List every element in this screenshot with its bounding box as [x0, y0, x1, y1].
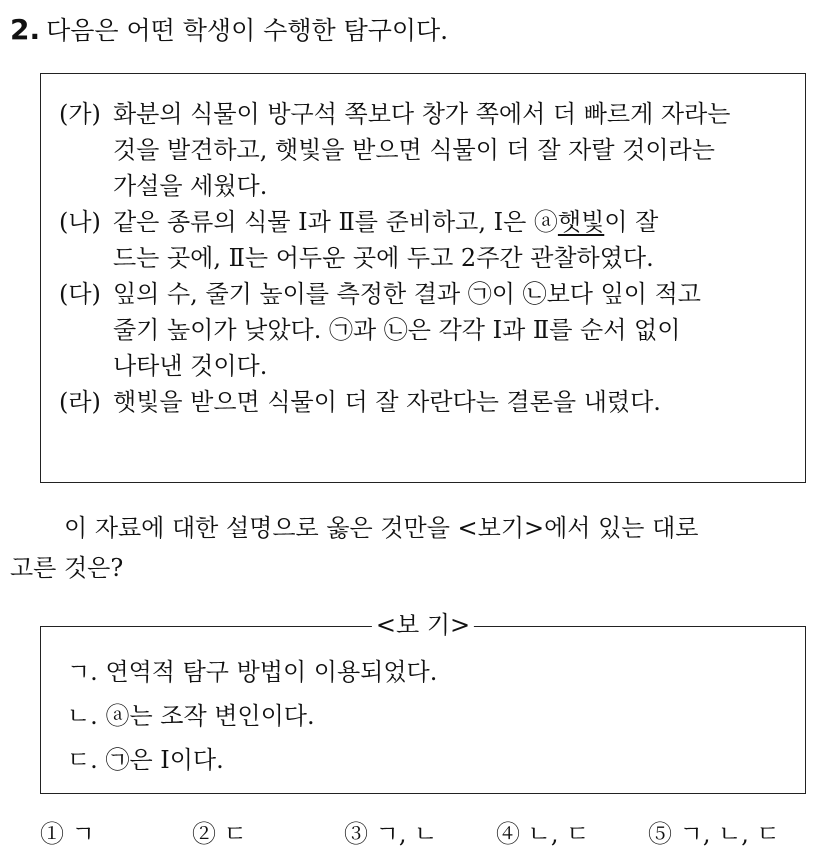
answer-choices: [0, 814, 828, 854]
step-line: 나타낸 것이다.: [113, 352, 268, 380]
choice-1[interactable]: ① ㄱ: [40, 820, 95, 848]
step-line: 줄기 높이가 낮았다. ㉠과 ㉡은 각각 Ⅰ과 Ⅱ를 순서 없이: [113, 316, 681, 344]
prompt-line: 이 자료에 대한 설명으로 옳은 것만을 <보기>에서 있는 대로: [64, 514, 699, 542]
bogi-item-giyeok: ㄱ. 연역적 탐구 방법이 이용되었다.: [67, 658, 438, 686]
bogi-box: [40, 611, 806, 794]
choice-2[interactable]: ② ㄷ: [192, 820, 247, 848]
inquiry-step-da: [59, 276, 701, 384]
inquiry-step-na: [59, 204, 658, 276]
choice-4[interactable]: ④ ㄴ, ㄷ: [496, 820, 590, 848]
step-line: 이 잘: [604, 208, 659, 236]
underlined-term-sunlight: 햇빛: [557, 208, 605, 236]
inquiry-box: [40, 73, 806, 483]
step-label: (라): [59, 388, 101, 416]
step-line: 같은 종류의 식물 Ⅰ과 Ⅱ를 준비하고, Ⅰ은 ⓐ: [113, 208, 558, 236]
inquiry-step-ga: [59, 96, 730, 204]
question-number: 2.: [10, 13, 41, 46]
step-label: (다): [59, 280, 101, 308]
step-line: 드는 곳에, Ⅱ는 어두운 곳에 두고 2주간 관찰하였다.: [113, 244, 654, 272]
step-label: (나): [59, 208, 101, 236]
step-line: 햇빛을 받으면 식물이 더 잘 자란다는 결론을 내렸다.: [113, 388, 661, 416]
question-header: [10, 14, 448, 47]
step-line: 가설을 세웠다.: [113, 172, 268, 200]
step-label: (가): [59, 100, 101, 128]
step-line: 잎의 수, 줄기 높이를 측정한 결과 ㉠이 ㉡보다 잎이 적고: [113, 280, 701, 308]
inquiry-step-ra: [59, 384, 661, 420]
question-text: 다음은 어떤 학생이 수행한 탐구이다.: [46, 16, 449, 45]
bogi-item-nieun: ㄴ. ⓐ는 조작 변인이다.: [67, 702, 315, 730]
choice-5[interactable]: ⑤ ㄱ, ㄴ, ㄷ: [648, 820, 780, 848]
step-line: 것을 발견하고, 햇빛을 받으면 식물이 더 잘 자랄 것이라는: [113, 136, 715, 164]
bogi-title: <보 기>: [372, 607, 474, 643]
question-prompt: [10, 508, 698, 588]
prompt-line: 고른 것은?: [10, 554, 124, 582]
choice-3[interactable]: ③ ㄱ, ㄴ: [344, 820, 438, 848]
step-line: 화분의 식물이 방구석 쪽보다 창가 쪽에서 더 빠르게 자라는: [113, 100, 731, 128]
bogi-item-digeut: ㄷ. ㉠은 Ⅰ이다.: [67, 746, 224, 774]
